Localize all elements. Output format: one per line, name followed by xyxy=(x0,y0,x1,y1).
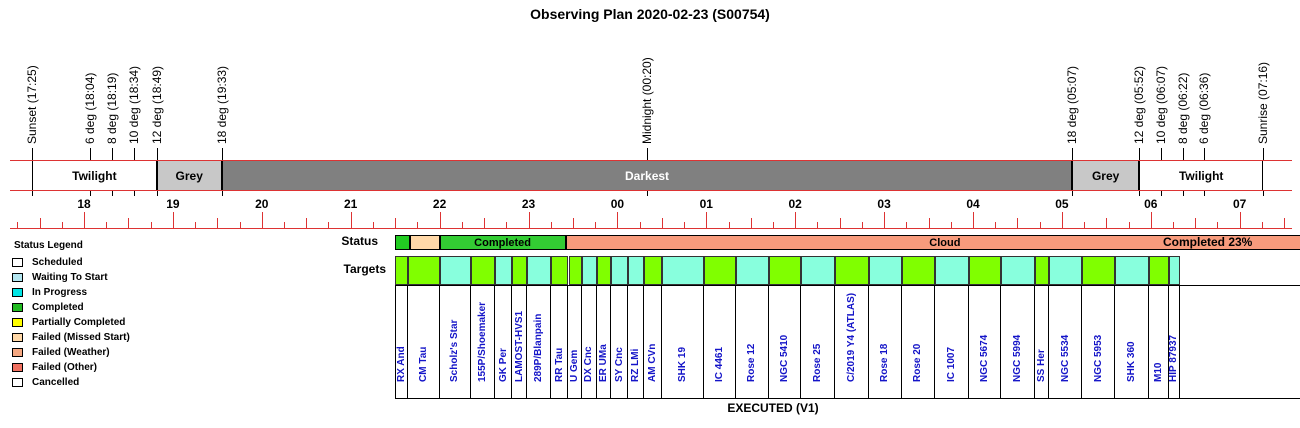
targets-row-label: Targets xyxy=(343,262,386,276)
target-cell xyxy=(704,256,736,285)
twilight-band: Twilight xyxy=(1139,161,1263,190)
legend-label: Scheduled xyxy=(32,257,83,268)
target-cell xyxy=(1149,256,1169,285)
target-cell xyxy=(662,256,704,285)
hour-label: 07 xyxy=(1233,197,1247,211)
hour-label: 05 xyxy=(1055,197,1069,211)
target-name: SY Cnc xyxy=(613,347,625,382)
hour-label: 04 xyxy=(966,197,980,211)
minor-tick xyxy=(751,218,752,228)
target-cell xyxy=(582,256,597,285)
hour-tick xyxy=(706,212,707,228)
minor-tick xyxy=(395,218,396,228)
target-name: SHK 19 xyxy=(676,346,688,382)
hour-tick xyxy=(84,212,85,228)
target-name: HIP 87937 xyxy=(1168,334,1180,382)
target-name: CM Tau xyxy=(418,346,430,382)
hour-label: 23 xyxy=(521,197,536,211)
hour-label: 19 xyxy=(166,197,180,211)
event-tick xyxy=(1072,148,1073,160)
target-cell xyxy=(395,256,408,285)
legend-label: Completed xyxy=(32,302,84,313)
event-tick xyxy=(157,148,158,160)
hour-axis-line xyxy=(10,228,1292,229)
legend-label: Failed (Weather) xyxy=(32,347,110,358)
event-tick xyxy=(647,148,648,160)
target-cell xyxy=(611,256,628,285)
target-name: IC 1007 xyxy=(945,346,957,382)
target-name: 155P/Shoemaker xyxy=(476,301,488,382)
target-cell xyxy=(1049,256,1082,285)
target-cell xyxy=(1035,256,1049,285)
legend-swatch xyxy=(12,288,23,297)
event-tick xyxy=(1263,148,1264,160)
event-tick xyxy=(222,148,223,160)
event-label: 18 deg (19:33) xyxy=(215,65,229,144)
target-name: RX And xyxy=(395,346,407,382)
hour-tick xyxy=(1151,212,1152,228)
target-cell xyxy=(736,256,769,285)
target-cell xyxy=(902,256,935,285)
twilight-band: Twilight xyxy=(32,161,156,190)
event-label: 10 deg (18:34) xyxy=(127,65,141,144)
legend-swatch xyxy=(12,273,23,282)
target-name: NGC 5674 xyxy=(979,334,990,382)
target-cell xyxy=(969,256,1002,285)
status-segment: Completed xyxy=(440,235,566,250)
hour-label: 22 xyxy=(432,197,447,211)
target-name: RZ LMi xyxy=(630,348,642,382)
target-name: LAMOST-HVS1 xyxy=(513,310,525,382)
target-name: M10 xyxy=(1152,362,1164,382)
target-cell xyxy=(551,256,569,285)
hour-tick xyxy=(884,212,885,228)
legend-item xyxy=(12,347,110,358)
event-tick xyxy=(1204,148,1205,160)
event-label: Sunset (17:25) xyxy=(25,65,39,144)
hour-tick xyxy=(795,212,796,228)
legend-swatch xyxy=(12,378,23,387)
target-name: SHK 360 xyxy=(1126,341,1138,382)
minor-tick xyxy=(1106,218,1107,228)
target-cell xyxy=(471,256,495,285)
target-cell xyxy=(512,256,526,285)
event-label: 12 deg (05:52) xyxy=(1132,65,1146,144)
target-cell xyxy=(1169,256,1181,285)
legend-swatch xyxy=(12,348,23,357)
target-name: AM CVn xyxy=(646,343,658,382)
hour-label: 01 xyxy=(699,197,713,211)
target-name: GK Per xyxy=(497,348,509,382)
hour-label: 02 xyxy=(788,197,802,211)
executed-label: EXECUTED (V1) xyxy=(727,401,819,415)
legend-label: Failed (Missed Start) xyxy=(32,332,130,343)
target-cell xyxy=(1082,256,1115,285)
event-label: 12 deg (18:49) xyxy=(150,65,164,144)
target-cell xyxy=(869,256,902,285)
target-cell xyxy=(597,256,611,285)
minor-tick xyxy=(40,218,41,228)
target-name: Scholz's Star xyxy=(449,319,461,382)
target-cell xyxy=(644,256,662,285)
target-name: Rose 12 xyxy=(746,343,758,382)
minor-tick xyxy=(1017,218,1018,228)
legend-swatch xyxy=(12,318,23,327)
target-cell xyxy=(1001,256,1035,285)
hour-label: 03 xyxy=(877,197,891,211)
legend-title: Status Legend xyxy=(14,240,83,251)
target-name: ER UMa xyxy=(598,344,610,382)
legend-item xyxy=(12,362,97,373)
target-name: Rose 20 xyxy=(912,343,924,382)
legend-item xyxy=(12,317,125,328)
target-name: NGC 5953 xyxy=(1092,334,1104,382)
minor-tick xyxy=(929,218,930,228)
legend-label: Partially Completed xyxy=(32,317,126,328)
target-name: NGC 5994 xyxy=(1012,334,1024,382)
target-cell xyxy=(495,256,513,285)
status-segment: Cloud xyxy=(566,235,1300,250)
legend-label: In Progress xyxy=(32,287,88,298)
hour-label: 18 xyxy=(77,197,91,211)
hour-tick xyxy=(1062,212,1063,228)
target-cell xyxy=(835,256,869,285)
event-tick xyxy=(134,148,135,160)
target-name: C/2019 Y4 (ATLAS) xyxy=(846,292,858,382)
hour-tick xyxy=(1240,212,1241,228)
event-label: 6 deg (18:04) xyxy=(83,72,97,144)
target-cell xyxy=(628,256,644,285)
band-bottom-line xyxy=(10,190,1292,191)
status-segment xyxy=(395,235,410,250)
event-tick xyxy=(112,148,113,160)
legend-label: Cancelled xyxy=(32,377,80,388)
target-name: U Gem xyxy=(569,349,581,382)
hour-label: 00 xyxy=(610,197,625,211)
hour-label: 20 xyxy=(255,197,269,211)
target-name: DX Cnc xyxy=(583,346,595,382)
minor-tick xyxy=(573,218,574,228)
target-name: Rose 25 xyxy=(812,343,824,382)
hour-label: 06 xyxy=(1144,197,1158,211)
twilight-band: Darkest xyxy=(222,161,1073,190)
completed-percent: Completed 23% xyxy=(1163,235,1253,249)
plan-title: Observing Plan 2020-02-23 (S00754) xyxy=(530,6,770,22)
legend-swatch xyxy=(12,363,23,372)
legend-item xyxy=(12,272,108,283)
target-cell xyxy=(769,256,802,285)
target-cell xyxy=(408,256,439,285)
hour-tick xyxy=(173,212,174,228)
legend-item xyxy=(12,287,87,298)
hour-tick xyxy=(262,212,263,228)
minor-tick xyxy=(840,218,841,228)
target-name: Rose 18 xyxy=(879,343,891,382)
event-tick xyxy=(32,148,33,160)
target-cell xyxy=(1115,256,1149,285)
minor-tick xyxy=(128,218,129,228)
status-row-label: Status xyxy=(341,234,378,248)
minor-tick xyxy=(484,218,485,228)
twilight-band: Grey xyxy=(157,161,222,190)
event-label: 6 deg (06:36) xyxy=(1197,72,1211,144)
target-cell xyxy=(440,256,471,285)
event-label: Sunrise (07:16) xyxy=(1256,61,1270,144)
legend-label: Waiting To Start xyxy=(32,272,108,283)
hour-tick xyxy=(529,212,530,228)
legend-label: Failed (Other) xyxy=(32,362,98,373)
event-label: Midnight (00:20) xyxy=(640,57,654,144)
event-tick xyxy=(90,148,91,160)
event-tick xyxy=(1139,148,1140,160)
legend-swatch xyxy=(12,258,23,267)
minor-tick xyxy=(217,218,218,228)
legend-item xyxy=(12,257,83,268)
target-cell xyxy=(935,256,969,285)
hour-tick xyxy=(440,212,441,228)
minor-tick xyxy=(662,218,663,228)
event-label: 18 deg (05:07) xyxy=(1065,65,1079,144)
target-name: 289P/Blanpain xyxy=(532,313,544,382)
event-label: 10 deg (06:07) xyxy=(1154,65,1168,144)
minor-tick xyxy=(306,218,307,228)
event-tick xyxy=(1183,148,1184,160)
minor-tick xyxy=(1284,218,1285,228)
target-name: NGC 5534 xyxy=(1059,334,1071,382)
target-name: SS Her xyxy=(1036,349,1048,382)
hour-label: 21 xyxy=(344,197,358,211)
legend-item xyxy=(12,302,84,313)
event-tick xyxy=(1161,148,1162,160)
target-cell xyxy=(801,256,835,285)
target-name: RR Tau xyxy=(553,347,565,382)
status-segment xyxy=(410,235,440,250)
legend-item xyxy=(12,332,130,343)
target-cell xyxy=(569,256,582,285)
hour-tick xyxy=(973,212,974,228)
minor-tick xyxy=(1195,218,1196,228)
hour-tick xyxy=(351,212,352,228)
legend-swatch xyxy=(12,333,23,342)
target-cell xyxy=(527,256,551,285)
twilight-band: Grey xyxy=(1072,161,1139,190)
legend-swatch xyxy=(12,303,23,312)
target-name: IC 4461 xyxy=(713,346,725,382)
event-label: 8 deg (06:22) xyxy=(1176,72,1190,144)
hour-tick xyxy=(617,212,618,228)
target-name: NGC 5410 xyxy=(778,334,790,382)
event-label: 8 deg (18:19) xyxy=(105,72,119,144)
legend-item xyxy=(12,377,79,388)
